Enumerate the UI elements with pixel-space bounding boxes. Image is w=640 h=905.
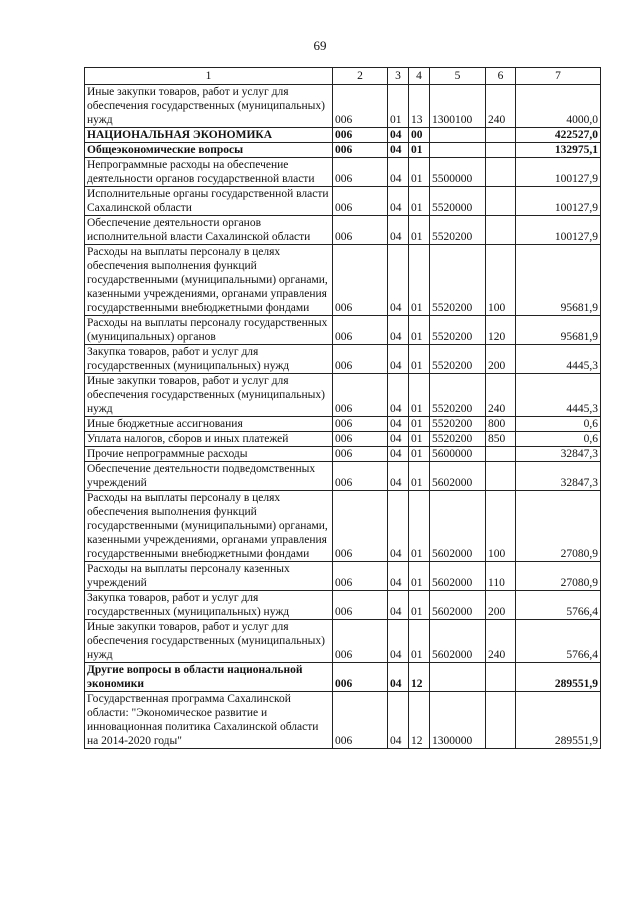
row-amount: 100127,9 [516,216,601,245]
table-row [85,491,601,562]
row-col-3: 01 [388,85,409,128]
row-col-6 [486,447,516,462]
row-col-6: 240 [486,620,516,663]
row-amount: 95681,9 [516,316,601,345]
table-row [85,85,601,128]
row-col-6: 110 [486,562,516,591]
row-col-3: 04 [388,158,409,187]
row-col-6: 240 [486,374,516,417]
row-col-4: 12 [409,663,430,692]
table-row [85,663,601,692]
row-name: Государственная программа Сахалинской области: "Экономическое развитие и инновационная политика Сахалинской области на 2014-2020 годы" [85,692,333,749]
row-col-5: 5520200 [430,245,486,316]
row-amount: 95681,9 [516,245,601,316]
row-col-5 [430,663,486,692]
row-col-6: 800 [486,417,516,432]
row-col-4: 01 [409,447,430,462]
row-col-2: 006 [333,187,388,216]
row-name: Расходы на выплаты персоналу в целях обеспечения выполнения функций государственными (муниципальными) органами, казенными учреждениями, органами управления государственными внебюджетными фондами [85,245,333,316]
row-col-4: 01 [409,158,430,187]
row-col-4: 01 [409,562,430,591]
row-col-4: 01 [409,316,430,345]
row-col-5: 5602000 [430,591,486,620]
row-col-4: 01 [409,432,430,447]
header-col-1: 1 [85,68,333,85]
row-col-2: 006 [333,128,388,143]
row-name: Закупка товаров, работ и услуг для государственных (муниципальных) нужд [85,591,333,620]
row-amount: 27080,9 [516,562,601,591]
row-col-4: 01 [409,417,430,432]
row-amount: 289551,9 [516,663,601,692]
row-col-3: 04 [388,591,409,620]
table-row [85,128,601,143]
row-amount: 289551,9 [516,692,601,749]
row-name: Другие вопросы в области национальной экономики [85,663,333,692]
row-col-5 [430,128,486,143]
row-name: НАЦИОНАЛЬНАЯ ЭКОНОМИКА [85,128,333,143]
row-col-4: 01 [409,620,430,663]
row-col-2: 006 [333,417,388,432]
row-name: Расходы на выплаты персоналу в целях обеспечения выполнения функций государственными (муниципальными) органами, казенными учреждениями, органами управления государственными внебюджетными фондами [85,491,333,562]
row-col-6: 200 [486,345,516,374]
row-col-4: 01 [409,462,430,491]
row-col-3: 04 [388,245,409,316]
row-amount: 100127,9 [516,187,601,216]
row-col-4: 13 [409,85,430,128]
row-amount: 422527,0 [516,128,601,143]
row-col-5: 5500000 [430,158,486,187]
row-col-3: 04 [388,345,409,374]
row-col-4: 01 [409,187,430,216]
row-col-2: 006 [333,562,388,591]
table-row [85,591,601,620]
header-col-3: 3 [388,68,409,85]
row-col-2: 006 [333,447,388,462]
row-col-4: 01 [409,245,430,316]
row-col-6 [486,663,516,692]
row-col-4: 01 [409,374,430,417]
row-amount: 0,6 [516,432,601,447]
row-col-3: 04 [388,216,409,245]
header-row [85,68,601,85]
row-col-2: 006 [333,216,388,245]
row-col-5: 1300100 [430,85,486,128]
row-col-4: 01 [409,345,430,374]
row-col-2: 006 [333,85,388,128]
header-col-2: 2 [333,68,388,85]
row-col-6 [486,143,516,158]
row-col-2: 006 [333,316,388,345]
row-col-2: 006 [333,345,388,374]
row-col-6 [486,158,516,187]
row-col-6: 200 [486,591,516,620]
row-amount: 4445,3 [516,374,601,417]
row-col-5: 5520200 [430,417,486,432]
row-col-3: 04 [388,692,409,749]
row-col-5: 5602000 [430,620,486,663]
row-col-2: 006 [333,591,388,620]
page-number: 69 [313,38,327,53]
row-col-6 [486,692,516,749]
row-name: Закупка товаров, работ и услуг для государственных (муниципальных) нужд [85,345,333,374]
row-col-2: 006 [333,158,388,187]
row-col-5 [430,143,486,158]
row-col-6 [486,187,516,216]
row-col-4: 01 [409,143,430,158]
row-name: Обеспечение деятельности органов исполнительной власти Сахалинской области [85,216,333,245]
table-row [85,316,601,345]
header-col-6: 6 [486,68,516,85]
table-row [85,432,601,447]
budget-table [84,67,601,749]
row-col-2: 006 [333,462,388,491]
row-col-5: 5602000 [430,462,486,491]
row-name: Исполнительные органы государственной власти Сахалинской области [85,187,333,216]
row-amount: 4000,0 [516,85,601,128]
table-row [85,562,601,591]
row-col-5: 5602000 [430,562,486,591]
row-col-6: 850 [486,432,516,447]
row-col-2: 006 [333,620,388,663]
table-row [85,447,601,462]
row-col-2: 006 [333,491,388,562]
row-col-4: 01 [409,491,430,562]
row-col-3: 04 [388,562,409,591]
header-col-4: 4 [409,68,430,85]
row-col-3: 04 [388,128,409,143]
row-col-3: 04 [388,491,409,562]
row-col-6: 120 [486,316,516,345]
row-amount: 27080,9 [516,491,601,562]
row-amount: 32847,3 [516,447,601,462]
row-amount: 132975,1 [516,143,601,158]
row-col-2: 006 [333,374,388,417]
row-col-6 [486,128,516,143]
table-row [85,216,601,245]
table-row [85,692,601,749]
row-col-5: 5520200 [430,432,486,447]
table-row [85,158,601,187]
row-amount: 5766,4 [516,591,601,620]
row-name: Общеэкономические вопросы [85,143,333,158]
row-col-3: 04 [388,447,409,462]
row-col-5: 5600000 [430,447,486,462]
row-col-2: 006 [333,692,388,749]
row-col-5: 1300000 [430,692,486,749]
row-col-5: 5602000 [430,491,486,562]
row-col-5: 5520200 [430,374,486,417]
table-row [85,143,601,158]
row-name: Иные закупки товаров, работ и услуг для обеспечения государственных (муниципальных) нужд [85,620,333,663]
row-col-3: 04 [388,663,409,692]
row-name: Непрограммные расходы на обеспечение деятельности органов государственной власти [85,158,333,187]
row-col-6: 100 [486,491,516,562]
row-col-3: 04 [388,374,409,417]
row-col-3: 04 [388,417,409,432]
row-name: Прочие непрограммные расходы [85,447,333,462]
row-col-2: 006 [333,663,388,692]
row-col-3: 04 [388,620,409,663]
row-col-2: 006 [333,143,388,158]
row-amount: 32847,3 [516,462,601,491]
table-row [85,187,601,216]
row-col-2: 006 [333,432,388,447]
row-col-4: 00 [409,128,430,143]
row-col-3: 04 [388,187,409,216]
row-col-6 [486,462,516,491]
row-col-3: 04 [388,462,409,491]
row-name: Расходы на выплаты персоналу казенных учреждений [85,562,333,591]
row-col-5: 5520200 [430,316,486,345]
row-col-6: 240 [486,85,516,128]
table-row [85,620,601,663]
row-name: Иные закупки товаров, работ и услуг для обеспечения государственных (муниципальных) нужд [85,85,333,128]
table-row [85,374,601,417]
row-col-6 [486,216,516,245]
row-col-5: 5520200 [430,216,486,245]
row-col-2: 006 [333,245,388,316]
row-col-5: 5520000 [430,187,486,216]
row-name: Иные бюджетные ассигнования [85,417,333,432]
row-name: Иные закупки товаров, работ и услуг для обеспечения государственных (муниципальных) нужд [85,374,333,417]
row-col-4: 01 [409,591,430,620]
table-row [85,417,601,432]
row-amount: 5766,4 [516,620,601,663]
row-col-5: 5520200 [430,345,486,374]
header-col-7: 7 [516,68,601,85]
table-row [85,245,601,316]
table-row [85,462,601,491]
row-amount: 4445,3 [516,345,601,374]
row-col-6: 100 [486,245,516,316]
row-col-4: 01 [409,216,430,245]
row-amount: 0,6 [516,417,601,432]
table-row [85,345,601,374]
row-col-3: 04 [388,143,409,158]
row-name: Уплата налогов, сборов и иных платежей [85,432,333,447]
row-col-3: 04 [388,316,409,345]
row-amount: 100127,9 [516,158,601,187]
header-col-5: 5 [430,68,486,85]
row-name: Обеспечение деятельности подведомственных учреждений [85,462,333,491]
row-col-4: 12 [409,692,430,749]
row-name: Расходы на выплаты персоналу государственных (муниципальных) органов [85,316,333,345]
row-col-3: 04 [388,432,409,447]
